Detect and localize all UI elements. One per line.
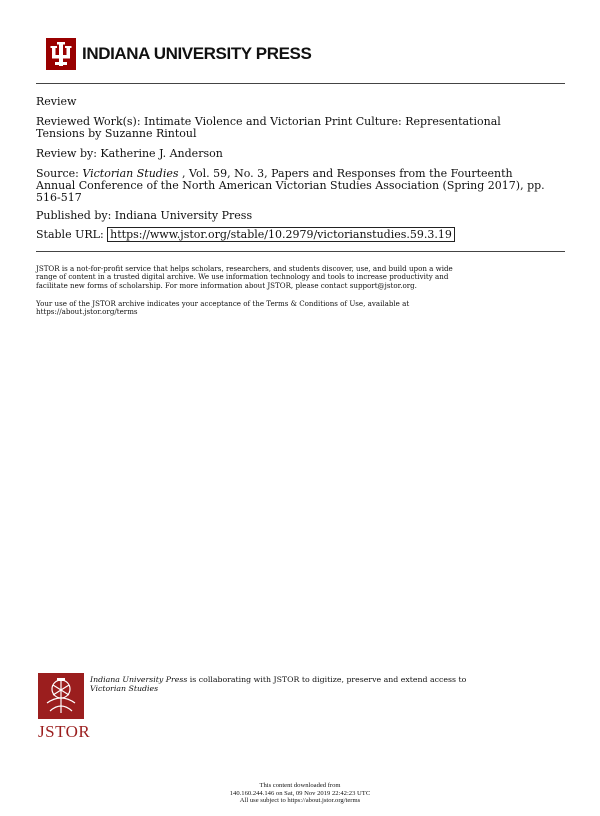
source-line1: Source: Victorian Studies , Vol. 59, No. 3, Papers and Responses from the Fourteenth	[36, 167, 513, 180]
source-journal: Victorian Studies	[82, 167, 179, 180]
stable-url-link[interactable]: https://www.jstor.org/stable/10.2979/victorianstudies.59.3.19	[107, 227, 455, 242]
iu-trident-logo-icon	[46, 38, 76, 70]
jstor-notice-para2: Your use of the JSTOR archive indicates your acceptance of the Terms & Conditions of Use, available at https://about.jstor.org/terms	[36, 300, 566, 317]
reviewed-works-line1: Reviewed Work(s): Intimate Violence and Victorian Print Culture: Representational	[36, 115, 501, 128]
collab-publisher: Indiana University Press	[90, 675, 188, 684]
header-divider	[36, 83, 565, 84]
item-type: Review	[36, 95, 77, 108]
jstor-logo-icon	[38, 673, 84, 719]
review-author: Review by: Katherine J. Anderson	[36, 147, 223, 160]
source-line2: Annual Conference of the North American Victorian Studies Association (Spring 2017), pp.	[36, 179, 545, 192]
collaboration-statement: Indiana University Press is collaborating with JSTOR to digitize, preserve and extend access to Victorian Studies	[90, 675, 467, 693]
citation-divider	[36, 251, 565, 252]
published-by: Published by: Indiana University Press	[36, 209, 253, 222]
jstor-notice-para1: JSTOR is a not-for-profit service that helps scholars, researchers, and students discover, use, and build upon a wide range of content in a trusted digital archive. We use information technology and tools to increase productivity and facilitate new forms of scholarship. For more information about JSTOR, please contact support@jstor.org.	[36, 264, 453, 290]
collab-journal: Victorian Studies	[90, 684, 159, 693]
stable-url-row	[36, 229, 455, 241]
stable-url-label: Stable URL:	[36, 228, 108, 241]
jstor-wordmark: JSTOR	[38, 722, 91, 741]
terms-link[interactable]: https://about.jstor.org/terms	[36, 307, 138, 317]
publisher-logo-text: INDIANA UNIVERSITY PRESS	[82, 44, 312, 63]
download-info: This content downloaded from 140.160.244.146 on Sat, 09 Nov 2019 22:42:23 UTC All use subject to https://about.jstor.org/terms	[229, 782, 371, 805]
reviewed-works-line2: Tensions by Suzanne Rintoul	[36, 127, 197, 140]
source-line3: 516-517	[36, 191, 82, 204]
